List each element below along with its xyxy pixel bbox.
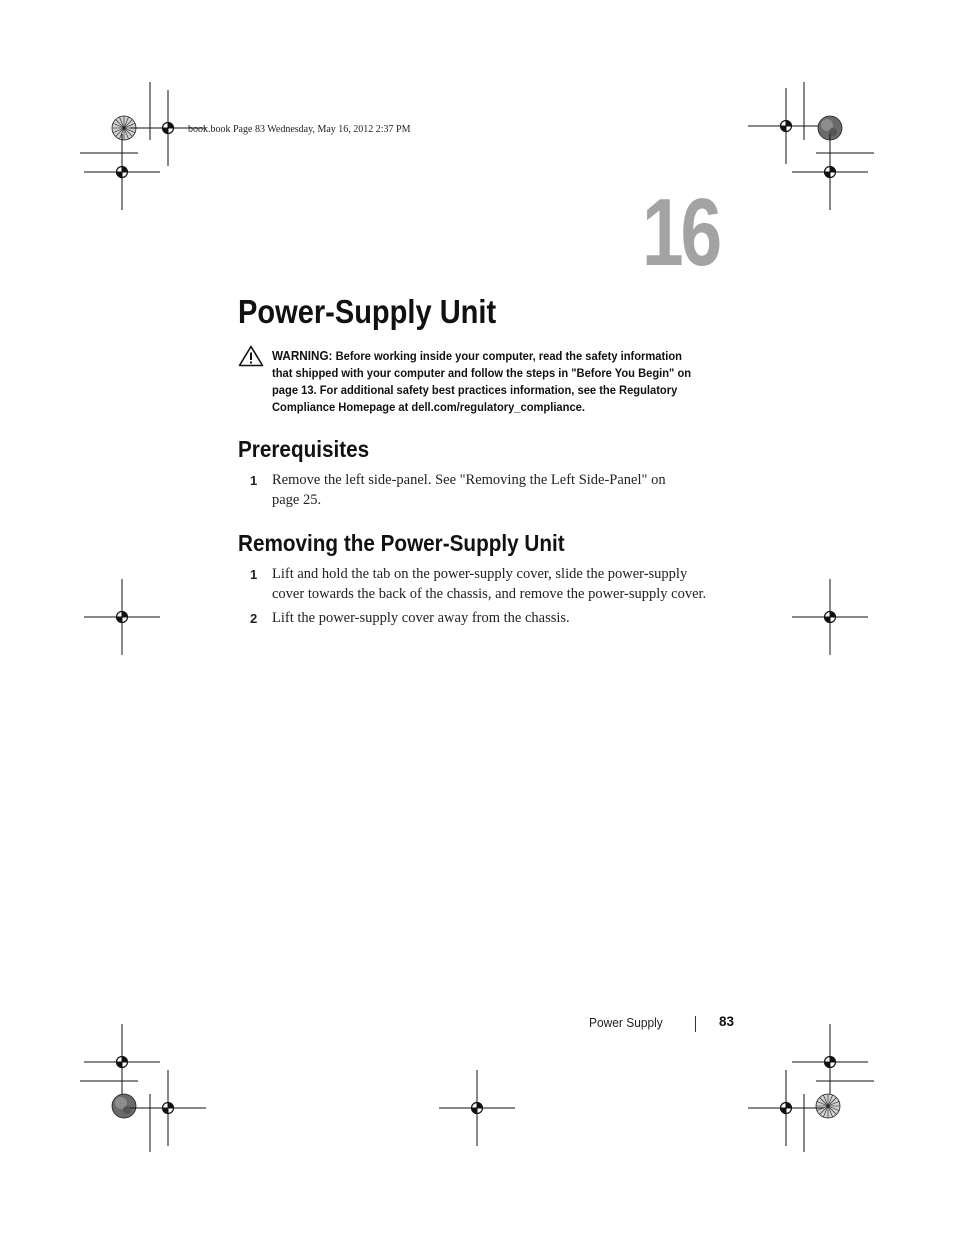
step-number: 1 (250, 473, 258, 488)
crop-marks-top-left (80, 82, 206, 210)
step-text: Lift and hold the tab on the power-supply cover, slide the power-supply cover towards the back of the chassis, and remove the power-supply cover. (272, 566, 707, 602)
warning-line-1: WARNING: Before working inside your computer, read the safety information (272, 348, 682, 363)
page-title: Power-Supply Unit (238, 293, 497, 330)
warning-line-2: that shipped with your computer and follow the steps in "Before You Begin" on (272, 366, 692, 380)
footer-section-title: Power Supply (589, 1015, 663, 1030)
step-number: 1 (250, 567, 258, 582)
step-text: Lift the power-supply cover away from the chassis. (272, 610, 570, 626)
footer-page-number: 83 (719, 1014, 735, 1029)
print-header: book.book Page 83 Wednesday, May 16, 2012 2:37 PM (188, 124, 411, 135)
prerequisites-heading: Prerequisites (238, 436, 370, 462)
warning-triangle-icon (238, 345, 264, 367)
warning-label: WARNING: (272, 348, 333, 363)
warning-line-4: Compliance Homepage at dell.com/regulatory_compliance. (272, 400, 585, 414)
step-number: 2 (250, 611, 258, 626)
chapter-number: 16 (642, 179, 720, 286)
registration-mark-bottom-center (439, 1070, 515, 1146)
crop-marks-bottom-left (80, 1024, 206, 1152)
step-text: Remove the left side-panel. See "Removing the Left Side-Panel" on page 25. (272, 472, 666, 508)
removing-heading: Removing the Power-Supply Unit (238, 530, 565, 556)
warning-line-3: page 13. For additional safety best practices information, see the Regulatory (272, 383, 678, 397)
crop-marks-top-right (748, 82, 874, 210)
footer-separator (695, 1016, 696, 1032)
warning-message (272, 347, 722, 416)
crop-marks-bottom-right (748, 1024, 874, 1152)
